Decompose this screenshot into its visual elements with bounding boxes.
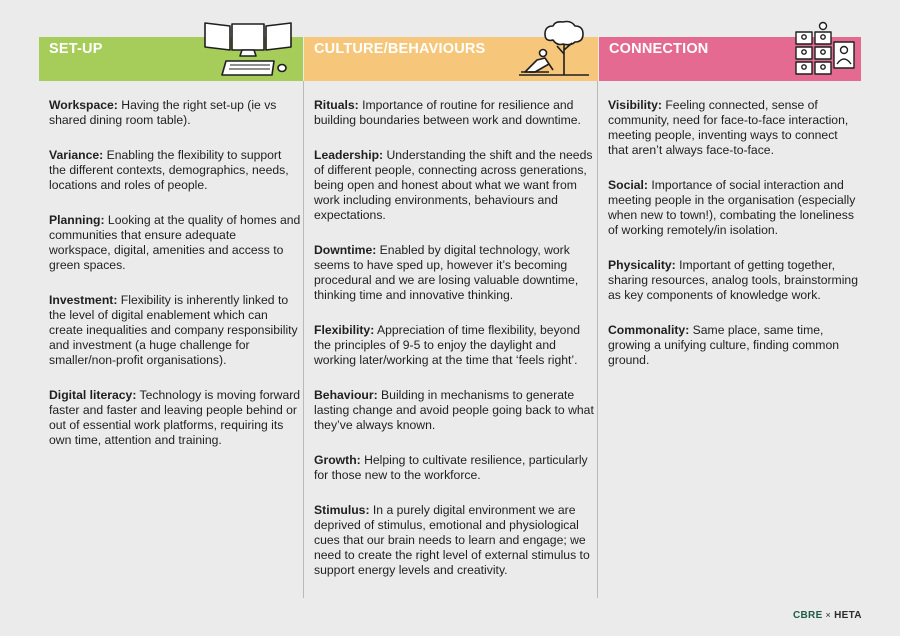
brand-separator: ×	[825, 610, 832, 620]
item-label: Behaviour:	[314, 388, 378, 402]
item-paragraph	[314, 453, 594, 483]
item-label: Commonality:	[608, 323, 690, 337]
item-paragraph	[314, 503, 594, 578]
item-text: Building in mechanisms to generate lasting change and avoid people going back to what they’ve always known.	[314, 388, 594, 432]
item-paragraph	[608, 323, 858, 368]
item-label: Physicality:	[608, 258, 676, 272]
person-under-tree-icon	[515, 20, 593, 80]
item-paragraph	[314, 148, 594, 223]
item-label: Workspace:	[49, 98, 118, 112]
item-text: Helping to cultivate resilience, particularly for those new to the workforce.	[314, 453, 588, 482]
item-label: Stimulus:	[314, 503, 370, 517]
item-paragraph	[314, 388, 594, 433]
item-paragraph	[49, 213, 301, 273]
column-divider	[597, 81, 598, 598]
header-title-culture: CULTURE/BEHAVIOURS	[314, 41, 486, 57]
item-text: Important of getting together, sharing resources, analog tools, brainstorming as key components of knowledge work.	[608, 258, 858, 302]
item-text: Having the right set-up (ie vs shared dining room table).	[49, 98, 277, 127]
item-paragraph	[49, 148, 301, 193]
item-label: Planning:	[49, 213, 105, 227]
brand-logos	[793, 610, 862, 621]
monitors-desk-icon	[200, 20, 296, 82]
column-connection	[608, 98, 858, 388]
item-text: Technology is moving forward faster and faster and leaving people behind or out of essential work platforms, requiring its own time, attention and training.	[49, 388, 301, 447]
item-paragraph	[608, 178, 858, 238]
item-label: Visibility:	[608, 98, 662, 112]
item-paragraph	[314, 323, 594, 368]
item-text: Enabled by digital technology, work seems to have sped up, however it’s becoming procedural and we are losing valuable downtime, thinking time and innovative thinking.	[314, 243, 579, 302]
item-label: Leadership:	[314, 148, 384, 162]
item-label: Downtime:	[314, 243, 377, 257]
item-text: In a purely digital environment we are deprived of stimulus, emotional and physiological cues that our brain needs to learn and engage; we need to create the right level of external stimulus to support energy levels and creativity.	[314, 503, 590, 577]
item-label: Social:	[608, 178, 648, 192]
column-setup	[49, 98, 301, 468]
column-culture	[314, 98, 594, 598]
item-paragraph	[49, 98, 301, 128]
item-paragraph	[49, 388, 301, 448]
header-title-setup: SET-UP	[49, 41, 103, 57]
item-text: Enabling the flexibility to support the different contexts, demographics, needs, locations and roles of people.	[49, 148, 289, 192]
item-text: Feeling connected, sense of community, need for face-to-face interaction, meeting people, inventing ways to connect that aren’t always face-to-face.	[608, 98, 849, 157]
video-call-grid-icon	[792, 20, 858, 80]
cbre-logo: CBRE	[793, 610, 823, 621]
heta-logo: HETA	[834, 610, 862, 621]
item-text: Same place, same time, growing a unifying culture, finding common ground.	[608, 323, 840, 367]
item-text: Flexibility is inherently linked to the level of digital enablement which can create inequalities and company responsibility and investment (a huge challenge for smaller/non-profit organisations).	[49, 293, 298, 367]
item-paragraph	[608, 98, 858, 158]
item-text: Importance of social interaction and meeting people in the organisation (especially when new to town!), combating the loneliness of working remotely/in isolation.	[608, 178, 856, 237]
item-text: Looking at the quality of homes and communities that ensure adequate workspace, digital, amenities and access to green spaces.	[49, 213, 301, 272]
item-label: Growth:	[314, 453, 361, 467]
item-paragraph	[608, 258, 858, 303]
item-text: Understanding the shift and the needs of different people, connecting across generations, being open and honest about what we want from work including environments, behaviours and expectations.	[314, 148, 593, 222]
item-label: Digital literacy:	[49, 388, 137, 402]
item-label: Variance:	[49, 148, 104, 162]
item-paragraph	[314, 243, 594, 303]
column-divider	[303, 81, 304, 598]
item-paragraph	[49, 293, 301, 368]
item-label: Investment:	[49, 293, 118, 307]
item-label: Rituals:	[314, 98, 359, 112]
item-text: Appreciation of time flexibility, beyond the principles of 9-5 to enjoy the daylight and working later/working at the time that ‘feels right’.	[314, 323, 580, 367]
header-title-connection: CONNECTION	[609, 41, 709, 57]
item-text: Importance of routine for resilience and building boundaries between work and downtime.	[314, 98, 581, 127]
item-paragraph	[314, 98, 594, 128]
item-label: Flexibility:	[314, 323, 375, 337]
